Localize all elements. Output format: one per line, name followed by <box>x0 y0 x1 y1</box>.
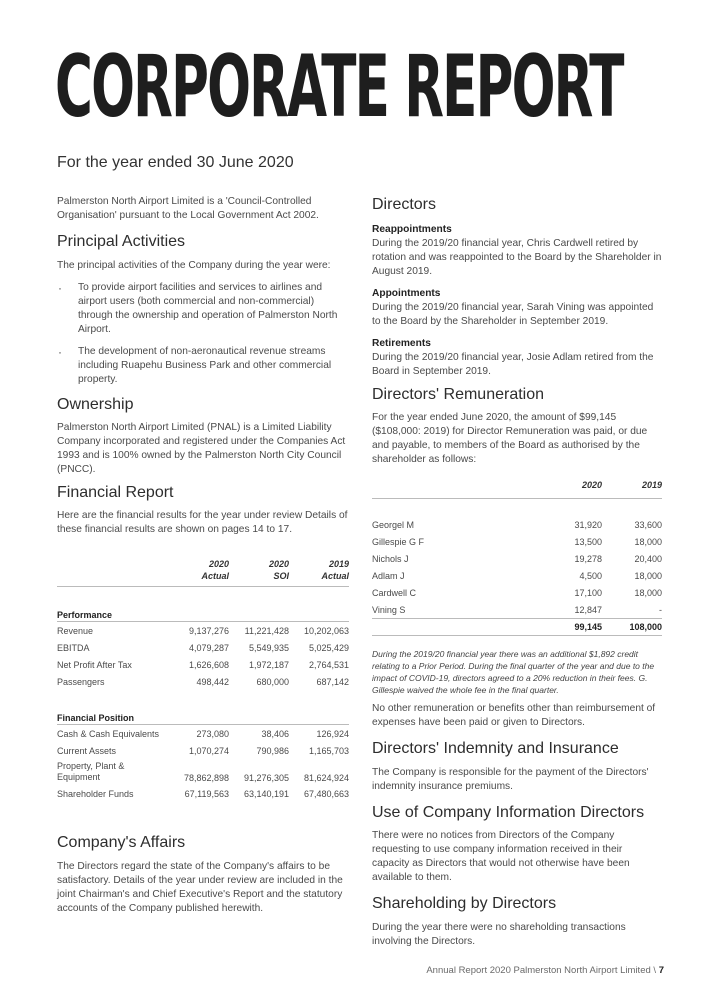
footer-separator: \ <box>653 965 657 976</box>
table-row: Shareholder Funds 67,119,563 63,140,191 67,480,663 <box>57 788 349 799</box>
list-item: · The development of non-aeronautical revenue streams including Ruapehu Business Park and other commercial property. <box>57 345 349 387</box>
directors-heading: Directors <box>372 196 437 213</box>
remuneration-other-text: No other remuneration or benefits other than reimbursement of expenses have been paid or given to Directors. <box>372 703 656 728</box>
page-title: CORPORATE REPORT <box>55 37 623 137</box>
footer-text: Annual Report 2020 Palmerston North Airport Limited <box>426 965 651 976</box>
reappointments-heading: Reappointments <box>372 224 452 235</box>
group-header-row: Financial Position <box>57 707 349 725</box>
group-header-row: Performance <box>57 604 349 622</box>
remuneration-text: For the year ended June 2020, the amount of $99,145 ($108,000: 2019) for Director Remuneration was paid, or due and payable, to members of the Board as authorised by the shareholder as follows: <box>372 412 648 465</box>
table-header-row <box>57 558 349 587</box>
table-row: Vining S 12,847 - <box>372 604 662 615</box>
retirements-text: During the 2019/20 financial year, Josie Adlam retired from the Board in September 2019. <box>372 352 654 377</box>
appointments-heading: Appointments <box>372 288 441 299</box>
ownership-text: Palmerston North Airport Limited (PNAL) is a Limited Liability Company incorporated and registered under the Companies Act 1993 and is 100% owned by the Palmerston North City Council (PNCC). <box>57 422 346 475</box>
shareholding-heading: Shareholding by Directors <box>372 895 557 912</box>
table-total-row: 99,145 108,000 <box>372 619 662 636</box>
table-row: Cash & Cash Equivalents 273,080 38,406 126,924 <box>57 728 349 739</box>
right-column <box>372 195 662 949</box>
ownership-heading: Ownership <box>57 396 134 413</box>
company-affairs-heading: Company's Affairs <box>57 834 186 851</box>
remuneration-heading: Directors' Remuneration <box>372 386 545 403</box>
column-header: 2020 <box>542 480 602 499</box>
appointments-text: During the 2019/20 financial year, Sarah Vining was appointed to the Board by the Shareholder in September 2019. <box>372 302 654 327</box>
indemnity-text: The Company is responsible for the payment of the Directors' indemnity insurance premiums. <box>372 767 649 792</box>
page-footer <box>426 965 664 976</box>
column-header: 2019 Actual <box>289 558 349 587</box>
table-row: Revenue 9,137,276 11,221,428 10,202,063 <box>57 625 349 636</box>
table-header-row <box>372 480 662 499</box>
table-row: Property, Plant & Equipment 78,862,898 91,276,305 81,624,924 <box>57 761 349 783</box>
page-number: 7 <box>658 965 664 976</box>
table-row: EBITDA 4,079,287 5,549,935 5,025,429 <box>57 642 349 653</box>
table-row: Passengers 498,442 680,000 687,142 <box>57 676 349 687</box>
table-row: Current Assets 1,070,274 790,986 1,165,703 <box>57 745 349 756</box>
retirements-heading: Retirements <box>372 338 431 349</box>
intro-paragraph: Palmerston North Airport Limited is a 'Council-Controlled Organisation' pursuant to the Local Government Act 2002. <box>57 196 319 221</box>
table-row: Cardwell C 17,100 18,000 <box>372 587 662 598</box>
column-header: 2020 Actual <box>169 558 229 587</box>
company-affairs-text: The Directors regard the state of the Company's affairs to be satisfactory. Details of the year under review are included in the joint Chairman's and Chief Executive's Report and the statutory accounts of the Company published herewith. <box>57 861 343 914</box>
table-row: Adlam J 4,500 18,000 <box>372 570 662 581</box>
reappointments-text: During the 2019/20 financial year, Chris Cardwell retired by rotation and was reappointed to the Board by the Shareholder in August 2019. <box>372 238 662 277</box>
financial-report-heading: Financial Report <box>57 484 174 501</box>
remuneration-note: During the 2019/20 financial year there was an additional $1,892 credit relating to a Prior Period. During the final quarter of the year and due to the impact of COVID-19, directors agreed to a 20% reduction in their fees. G. Gillespie waived the whole fee in the final quarter. <box>372 649 655 695</box>
table-row: Gillespie G F 13,500 18,000 <box>372 536 662 547</box>
shareholding-text: During the year there were no shareholding transactions involving the Directors. <box>372 922 626 947</box>
principal-activities-text: The principal activities of the Company during the year were: <box>57 260 331 271</box>
financial-results-table <box>57 558 349 802</box>
table-row: Net Profit After Tax 1,626,608 1,972,187 2,764,531 <box>57 659 349 670</box>
list-item: · To provide airport facilities and services to airlines and airport users (both commercial and non-commercial) through the ownership and operation of Palmerston North Airport. <box>57 281 349 337</box>
financial-report-text: Here are the financial results for the year under review Details of these financial results are shown on pages 14 to 17. <box>57 510 348 535</box>
column-header: 2019 <box>602 480 662 499</box>
company-information-heading: Use of Company Information Directors <box>372 804 645 821</box>
table-row: Georgel M 31,920 33,600 <box>372 519 662 530</box>
principal-activities-heading: Principal Activities <box>57 233 186 250</box>
company-information-text: There were no notices from Directors of the Company requesting to use company information received in their capacity as Directors that would not otherwise have been available to them. <box>372 830 630 883</box>
page-subtitle: For the year ended 30 June 2020 <box>57 154 294 171</box>
indemnity-heading: Directors' Indemnity and Insurance <box>372 740 619 757</box>
principal-activities-list <box>57 281 349 387</box>
column-header: 2020 SOI <box>229 558 289 587</box>
table-row: Nichols J 19,278 20,400 <box>372 553 662 564</box>
left-column <box>57 195 349 916</box>
remuneration-table <box>372 480 662 636</box>
